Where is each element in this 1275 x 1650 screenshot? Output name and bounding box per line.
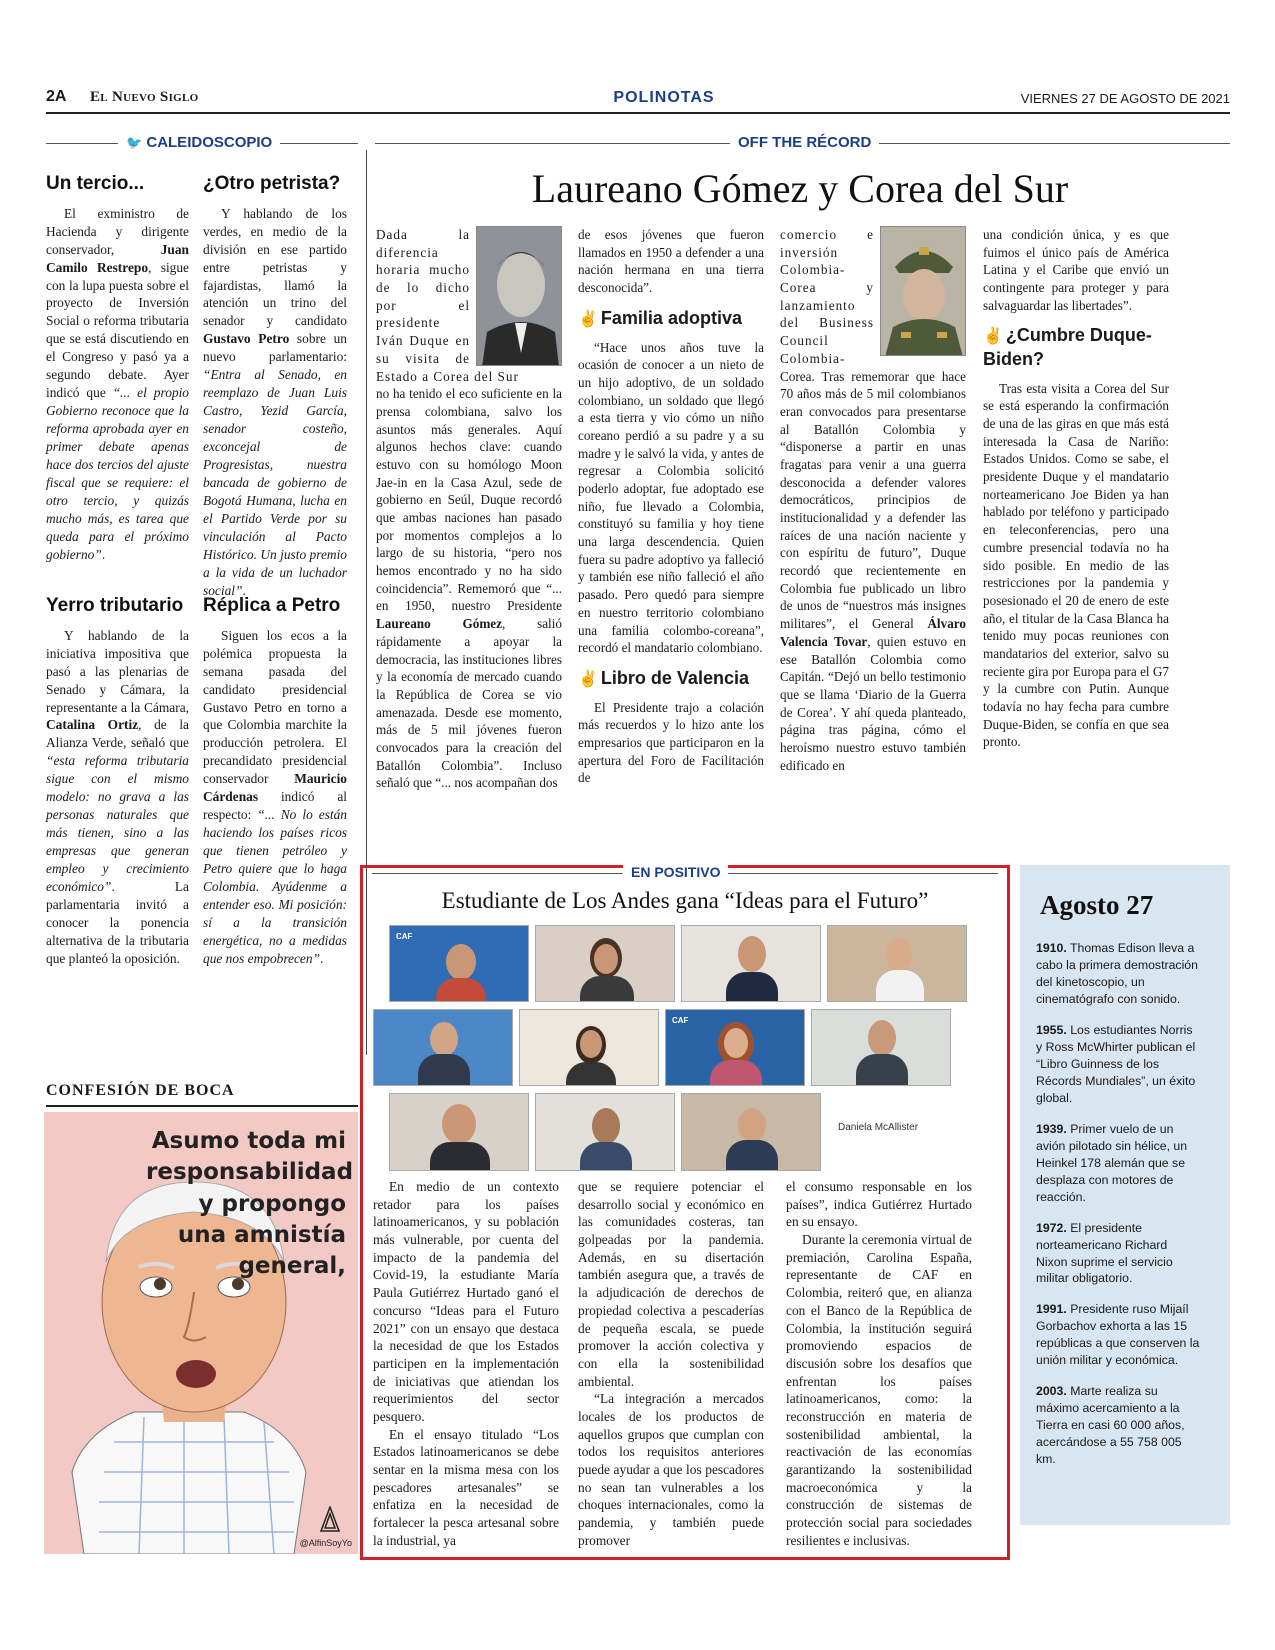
page-number: 2A <box>46 88 67 105</box>
otr-column-1 <box>376 226 562 792</box>
positivo-column-2 <box>578 1178 764 1549</box>
twitter-bird-icon: 🐦 <box>126 135 143 150</box>
efemeride-item: 1991. Presidente ruso Mijaíl Gorbachov exhorta a las 15 repúblicas a que conserven la unión militar y económica. <box>1036 1302 1200 1368</box>
positivo-column-3 <box>786 1178 972 1549</box>
cartoon-credit: @AlfinSoyYo <box>299 1538 352 1548</box>
positivo-column-1 <box>373 1178 559 1549</box>
caleidoscopio-kicker: 🐦 CALEIDOSCOPIO <box>118 134 280 151</box>
efemeride-item: 2003. Marte realiza su máximo acercamiento a la Tierra en casi 60 000 años, acercándose a 55 758 005 km. <box>1036 1384 1185 1467</box>
item-title: ¿Otro petrista? <box>203 173 341 194</box>
videoconference-photo <box>373 925 997 1173</box>
speech-text: Asumo toda mi responsabilidad y propongo una amnistía general, <box>146 1128 354 1280</box>
item-title: Un tercio... <box>46 173 145 194</box>
item-replica-petro <box>203 594 347 968</box>
section-name: POLINOTAS <box>613 89 715 106</box>
vc-tile <box>535 1093 675 1171</box>
otr-body-text: una condición única, y es que fuimos el único país de América Latina y el Caribe que envió un contingente para proteger y para salvaguardar las libertades”. <box>983 227 1169 313</box>
item-text: El exministro de Hacienda y dirigente conservador, Juan Camilo Restrepo, sigue con la lupa puesta sobre el proyecto de Inversión Social o reforma tributaria que se está discutiendo en el Congreso y pasó ya a segundo debate. Ayer indicó que “... el propio Gobierno reconoce que la reforma aprobada ayer en primer debate apenas hace dos tercios del ajuste fiscal que se requiere: el otro tercio, y quizás mucho más, es tarea que queda para el próximo gobierno”. <box>46 205 189 562</box>
otr-body-text: “Hace unos años tuve la ocasión de conocer a un nieto de un hijo adoptivo, de un soldado colombiano, un soldado que llegó a esta tierra y vio cómo un niño coreano perdió a su padre y a su madre y le salvó la vida, y antes de regresar a Colombia solicitó poderlo adoptar, fue adoptado ese niño, fue llevado a Colombia, constituyó su familia y hoy tiene una larga descendencia. Quien fuera su padre adoptivo ya falleció y también ese niño falleció el año pasado. Pero quedó para siempre en nuestro territorio colombiano una familia colombo-coreana”, recordó el mandatario colombiano. <box>578 339 764 656</box>
caf-logo: CAF <box>396 932 413 941</box>
item-title: Réplica a Petro <box>203 595 341 616</box>
vc-tile <box>681 925 821 1002</box>
masthead <box>46 88 1230 114</box>
participant-name: Daniela McAllister <box>838 1122 919 1133</box>
paper-name: El Nuevo Siglo <box>90 89 199 105</box>
en-positivo-kicker: EN POSITIVO <box>623 864 728 880</box>
vc-tile <box>373 1009 513 1086</box>
otr-body-text: no ha tenido el eco suficiente en la prensa colombiana, salvo los asuntos más generales. Aquí algunos hechos clave: cuando estuvo con su homólogo Moon Jae-in en la Casa Azul, sede de gobierno en Seúl, Duque recordó que ambas naciones han pasado por momentos complejos a lo largo de su historia, “pero nos hemos encontrado y no ha sido coincidencia”. Rememoró que “... en 1950, nuestro Presidente Laureano Gómez, salió rápidamente a apoyar la democracia, las instituciones libres y la economía de mercado cuando la República de Corea se vio amenazada. Desde ese momento, más de 5 mil jóvenes fueron convocados para la creación del Batallón Colombia”. Incluso señaló que “... nos acompañan dos <box>376 386 562 791</box>
otr-body-text: Tras esta visita a Corea del Sur se está esperando la confirmación de una de las giras en que más está interesada la Casa de Nariño: Estados Unidos. Como se sabe, el presidente Duque y el mandatario norteamericano Joe Biden ya han hablado por teléfono y participado en teleconferencias, pero una cumbre presencial todavía no ha sido posible. En medio de las restricciones por la pandemia y posesionado el 20 de enero de este año, el titular de la Casa Blanca ha tenido muy pocas reuniones con mandatarios del exterior, salvo su reciente gira por Europa para el G7 y la cumbre con Putin. Aunque todavía no hay fecha para cumbre Duque-Biden, se confía en que sea pronto. <box>983 380 1169 750</box>
artist-logo-icon <box>320 1506 340 1532</box>
vc-tile <box>389 925 529 1002</box>
laureano-gomez-photo <box>476 226 562 366</box>
efemerides-title: Agosto 27 <box>1040 890 1154 920</box>
otr-body-text: de esos jóvenes que fueron llamados en 1950 a defender a una nación hermana en una tierra desconocida”. <box>578 227 764 296</box>
positivo-paragraph: Durante la ceremonia virtual de premiación, Carolina España, representante de CAF en Colombia, reiteró que, en alianza con el Banco de la República de Colombia, la institución seguirá promoviendo espacios de discusión sobre los desafíos que enfrentan los países latinoamericanos, como: la reconstrucción en materia de sostenibilidad ambiental, la reactivación de las economías garantizando la sostenibilidad macroeconómica y la construcción de sistemas de protección social para sociedades resilientes e inclusivas. <box>786 1232 972 1548</box>
hand-icon: ✌ <box>578 310 598 328</box>
efemeride-item: 1910. Thomas Edison lleva a cabo la primera demostración del kinetoscopio, un cinematógrafo con sonido. <box>1036 941 1198 1006</box>
subhead-libro-valencia: ✌ Libro de Valencia <box>578 667 749 688</box>
cartoon <box>44 1112 358 1554</box>
positivo-paragraph: En medio de un contexto retador para los países latinoamericanos, y su población más vulnerable, por cuenta del impacto de la pandemia del Covid-19, la estudiante María Paula Gutiérrez Hurtado ganó el concurso “Ideas para el Futuro 2021” con un ensayo que destaca la necesidad de que los Estados participen en la implementación de iniciativas que atiendan los requerimientos del sector pesquero. <box>373 1179 559 1424</box>
vc-tile <box>519 1009 659 1086</box>
vc-tile <box>811 1009 951 1086</box>
otr-column-2 <box>578 226 764 787</box>
en-positivo-headline: Estudiante de Los Andes gana “Ideas para el Futuro” <box>441 888 929 913</box>
efemeride-item: 1939. Primer vuelo de un avión pilotado sin hélice, un Heinkel 178 alemán que se desplaza con motores de reacción. <box>1036 1121 1188 1204</box>
valencia-tovar-photo <box>880 226 966 356</box>
otr-intro-text: comercio e inversión Colombia-Corea y lanzamiento del Business Council Colombia- <box>780 227 874 366</box>
otr-column-3 <box>780 226 966 774</box>
otr-column-4 <box>983 226 1169 751</box>
vc-tile <box>665 1009 805 1086</box>
off-the-record-kicker: OFF THE RÉCORD <box>730 134 879 151</box>
otr-intro-text: Dada la diferencia horaria mucho de lo dicho por el presidente Iván Duque en su visita de Estado a Corea del Sur <box>376 227 519 384</box>
vc-tile <box>681 1093 821 1171</box>
off-the-record-headline: Laureano Gómez y Corea del Sur <box>531 166 1069 211</box>
vc-tile <box>535 925 675 1002</box>
positivo-paragraph: que se requiere potenciar el desarrollo social y económico en las comunidades costeras, tan golpeadas por la pandemia. Además, en su disertación también asegura que, a través de la adjudicación de derechos de propiedad colectiva a pescaderías de pequeña escala, se puede promover la acción colectiva y con ella la sostenibilidad ambiental. <box>578 1179 764 1389</box>
item-text: Siguen los ecos a la polémica propuesta la semana pasada del candidato presidencial Gustavo Petro en torno a que Colombia marchite la producción petrolera. El precandidato presidencial conservador Mauricio Cárdenas indicó al respecto: “... No lo están haciendo los países ricos que tienen petróleo y Petro quiere que lo haga Colombia. Ayúdenme a entender eso. Mi posición: sí a la transición energética, no a medidas que nos empobrecen”. <box>203 627 347 966</box>
item-un-tercio <box>46 172 189 564</box>
efemeride-item: 1972. El presidente norteamericano Richard Nixon suprime el servicio militar obligatorio. <box>1036 1220 1173 1286</box>
cartoon-rule <box>46 1105 358 1107</box>
vc-tile-empty <box>827 1093 967 1171</box>
caf-logo: CAF <box>672 1016 689 1025</box>
efemerides-list <box>1036 940 1202 1468</box>
item-yerro-tributario <box>46 594 189 968</box>
positivo-paragraph: “La integración a mercados locales de los productos de aquellos grupos que cumplan con todos los requisitos anteriores puede ayudar a que los pescadores no sean tan vulnerables a los choques internacionales, como la pandemia, y también puede promover <box>578 1391 764 1548</box>
subhead-familia-adoptiva: ✌ Familia adoptiva <box>578 307 742 328</box>
vc-tile <box>827 925 967 1002</box>
positivo-paragraph: En el ensayo titulado “Los Estados latinoamericanos se debe sentar en la misma mesa con los pescadores artesanales” se enfatiza en la necesidad de fortalecer la pesca artesanal sobre la industrial, ya <box>373 1426 559 1548</box>
item-text: Y hablando de la iniciativa impositiva que pasó a las plenarias de Senado y Cámara, la representante a la Cámara, Catalina Ortiz, de la Alianza Verde, señaló que “esta reforma tributaria sigue con el mismo modelo: no grava a las personas naturales que más tienen, sino a las empresas que generan empleo y crecimiento económico”. La parlamentaria invitó a conocer la ponencia alternativa de la tributaria que planteó la oposición. <box>46 627 189 966</box>
otr-body-text: El Presidente trajo a colación más recuerdos y lo hizo ante los empresarios que participaron en la apertura del Foro de Facilitación de <box>578 699 764 786</box>
item-title: Yerro tributario <box>46 595 184 616</box>
item-otro-petrista <box>203 172 347 600</box>
subhead-cumbre: ✌ ¿Cumbre Duque-Biden? <box>983 325 1152 370</box>
efemeride-item: 1955. Los estudiantes Norris y Ross McWhirter publican el “Libro Guinness de los Récords Mundiales”, un éxito global. <box>1036 1022 1196 1105</box>
cartoon-title: CONFESIÓN DE BOCA <box>46 1082 235 1099</box>
otr-body-text: Corea. Tras rememorar que hace 70 años más de 5 mil colombianos eran convocados para presentarse al Batallón Colombia y “disponerse a partir en unas fragatas para venir a una guerra desconocida a defender valores democráticos, principios de institucionalidad y a defender las raíces de una nación naciente y con espíritu de futuro”, Duque recordó que recientemente en Colombia fue publicado un libro de unos de “nuestros más insignes militares”, el General Álvaro Valencia Tovar, quien estuvo en ese Batallón Colombia como Capitán. “Dejó un bello testimonio que se llama ‘Diario de la Guerra de Corea’. Y ahí queda planteado, página tras página, cómo el heroísmo nuestro estuvo también edificado en <box>780 368 966 773</box>
hand-icon: ✌ <box>983 328 1003 346</box>
positivo-paragraph: el consumo responsable en los países”, indica Gutiérrez Hurtado en su ensayo. <box>786 1179 972 1230</box>
hand-icon: ✌ <box>578 670 598 688</box>
item-text: Y hablando de los verdes, en medio de la división en ese partido entre petristas y fajardistas, llamó la atención un trino del senador y candidato Gustavo Petro sobre un nuevo parlamentario: “Entra al Senado, en reemplazo de Juan Luis Castro, Yezid García, senador costeño, exconcejal de Progresistas, nuestra bancada de gobierno de Bogotá Humana, lucha en el Partido Verde por su vinculación al Pacto Histórico. Un justo premio a la vida de un luchador social”. <box>203 205 347 598</box>
issue-date: VIERNES 27 DE AGOSTO DE 2021 <box>1020 91 1230 106</box>
vc-tile <box>389 1093 529 1171</box>
